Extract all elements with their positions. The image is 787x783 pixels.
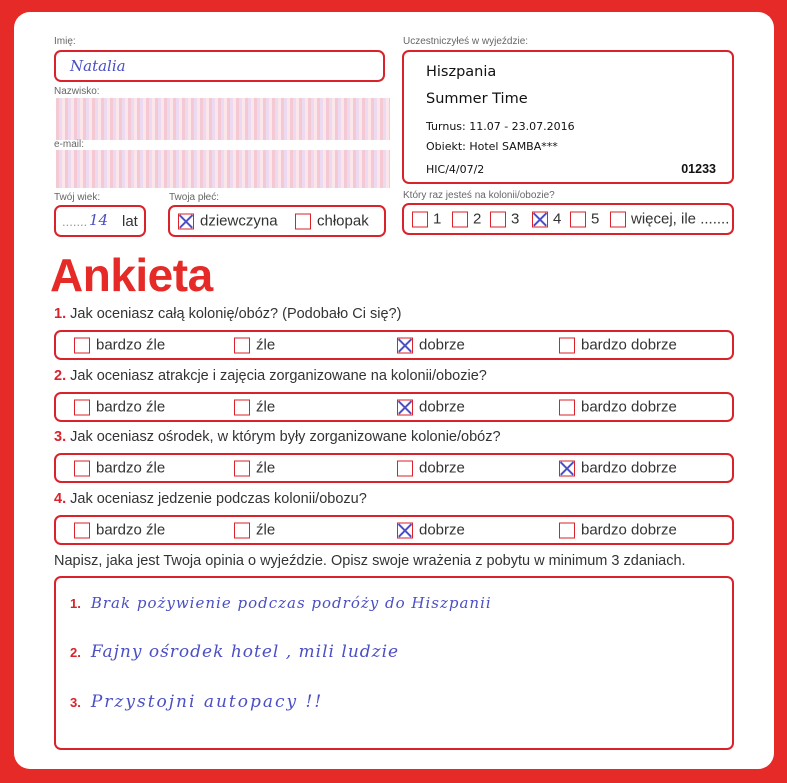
opinion-line-number: 3.: [70, 694, 81, 710]
ktory-option-label: więcej, ile .......: [631, 210, 730, 228]
checkbox-checked-icon[interactable]: [397, 337, 413, 353]
question-number: 2.: [54, 368, 67, 384]
rating-label: bardzo źle: [96, 459, 166, 477]
checkbox-icon[interactable]: [74, 399, 90, 415]
plec-label: Twoja płeć:: [169, 192, 220, 203]
checkbox-icon[interactable]: [559, 522, 575, 538]
checkbox-icon[interactable]: [234, 460, 250, 476]
opinion-line-number: 2.: [70, 644, 81, 660]
checkbox-icon[interactable]: [74, 337, 90, 353]
checkbox-icon[interactable]: [234, 337, 250, 353]
rating-dobrze[interactable]: [397, 460, 465, 477]
plec-option-label: dziewczyna: [200, 212, 278, 230]
plec-option-dziewczyna[interactable]: [178, 213, 278, 230]
rating-label: dobrze: [419, 459, 465, 477]
rating-zle[interactable]: [234, 460, 275, 477]
question-3: [54, 429, 501, 445]
checkbox-checked-icon[interactable]: [397, 399, 413, 415]
trip-number: 01233: [681, 162, 716, 176]
rating-zle[interactable]: [234, 522, 275, 539]
rating-bardzo-zle[interactable]: [74, 337, 165, 354]
trip-code: HIC/4/07/2: [426, 163, 485, 176]
imie-label: Imię:: [54, 36, 76, 47]
opinion-prompt: Napisz, jaka jest Twoja opinia o wyjeździe. Opisz swoje wrażenia z pobytu w minimum 3 zdaniach.: [54, 553, 686, 569]
survey-card: [14, 12, 774, 769]
ktory-label: Który raz jesteś na kolonii/obozie?: [403, 190, 555, 201]
email-redacted: [56, 150, 390, 188]
ktory-option-1[interactable]: [412, 211, 441, 228]
question-1: [54, 306, 401, 322]
ktory-option-label: 1: [433, 210, 442, 228]
page-title: Ankieta: [50, 249, 213, 301]
opinion-line-text: Przystojni autopacy !!: [90, 692, 324, 712]
checkbox-checked-icon[interactable]: [178, 213, 194, 229]
wiek-field[interactable]: [54, 205, 146, 237]
trip-name: Summer Time: [426, 91, 528, 107]
rating-label: źle: [256, 459, 276, 477]
rating-bardzo-dobrze[interactable]: [559, 337, 677, 354]
rating-label: źle: [256, 336, 276, 354]
checkbox-icon[interactable]: [74, 522, 90, 538]
checkbox-icon[interactable]: [234, 522, 250, 538]
ktory-option-3[interactable]: [490, 211, 519, 228]
imie-field[interactable]: [54, 50, 385, 82]
question-2: [54, 368, 487, 384]
email-label: e-mail:: [54, 139, 85, 150]
opinion-line-number: 1.: [70, 595, 81, 611]
rating-dobrze[interactable]: [397, 337, 465, 354]
rating-label: bardzo dobrze: [581, 459, 677, 477]
trip-country: Hiszpania: [426, 64, 497, 80]
rating-label: bardzo źle: [96, 336, 166, 354]
trip-info-box: [402, 50, 734, 184]
rating-bardzo-dobrze[interactable]: [559, 460, 677, 477]
checkbox-icon[interactable]: [570, 211, 586, 227]
ktory-option-2[interactable]: [452, 211, 481, 228]
ktory-option-4[interactable]: [532, 211, 561, 228]
plec-field: [168, 205, 386, 237]
rating-row-4: [54, 515, 734, 545]
checkbox-icon[interactable]: [490, 211, 506, 227]
opinion-line-text: Fajny ośrodek hotel , mili ludzie: [90, 642, 400, 662]
wiek-label: Twój wiek:: [54, 192, 101, 203]
question-text: Jak oceniasz atrakcje i zajęcia zorganizowane na kolonii/obozie?: [70, 368, 487, 384]
ktory-option-label: 4: [553, 210, 562, 228]
checkbox-icon[interactable]: [412, 211, 428, 227]
rating-row-1: [54, 330, 734, 360]
ktory-field: [402, 203, 734, 235]
ktory-option-wiecej[interactable]: [610, 211, 729, 228]
rating-label: dobrze: [419, 336, 465, 354]
question-text: Jak oceniasz jedzenie podczas kolonii/obozu?: [70, 491, 367, 507]
checkbox-icon[interactable]: [295, 213, 311, 229]
opinion-line-3: [70, 692, 323, 712]
rating-label: bardzo dobrze: [581, 336, 677, 354]
question-number: 3.: [54, 429, 67, 445]
trip-turnus: Turnus: 11.07 - 23.07.2016: [426, 120, 575, 133]
ktory-option-5[interactable]: [570, 211, 599, 228]
checkbox-icon[interactable]: [559, 399, 575, 415]
checkbox-checked-icon[interactable]: [559, 460, 575, 476]
rating-bardzo-zle[interactable]: [74, 460, 165, 477]
opinion-line-text: Brak pożywienie podczas podróży do Hiszpanii: [90, 594, 492, 612]
checkbox-icon[interactable]: [610, 211, 626, 227]
checkbox-icon[interactable]: [74, 460, 90, 476]
wiek-value: 14: [89, 211, 109, 229]
rating-dobrze[interactable]: [397, 399, 465, 416]
rating-dobrze[interactable]: [397, 522, 465, 539]
rating-zle[interactable]: [234, 399, 275, 416]
rating-label: bardzo dobrze: [581, 398, 677, 416]
rating-row-2: [54, 392, 734, 422]
rating-bardzo-zle[interactable]: [74, 399, 165, 416]
ktory-option-label: 5: [591, 210, 600, 228]
rating-bardzo-dobrze[interactable]: [559, 522, 677, 539]
checkbox-checked-icon[interactable]: [532, 211, 548, 227]
rating-label: bardzo dobrze: [581, 521, 677, 539]
opinion-textarea[interactable]: [54, 576, 734, 750]
wiek-unit: lat: [122, 213, 138, 230]
rating-label: bardzo źle: [96, 398, 166, 416]
checkbox-icon[interactable]: [234, 399, 250, 415]
rating-bardzo-zle[interactable]: [74, 522, 165, 539]
nazwisko-redacted: [56, 98, 390, 140]
rating-label: źle: [256, 398, 276, 416]
nazwisko-label: Nazwisko:: [54, 86, 100, 97]
question-number: 4.: [54, 491, 67, 507]
checkbox-checked-icon[interactable]: [397, 522, 413, 538]
rating-label: źle: [256, 521, 276, 539]
imie-value: Natalia: [70, 57, 126, 75]
checkbox-icon[interactable]: [452, 211, 468, 227]
ktory-option-label: 2: [473, 210, 482, 228]
rating-label: dobrze: [419, 398, 465, 416]
wiek-dots: .......: [62, 214, 88, 229]
question-text: Jak oceniasz całą kolonię/obóz? (Podobało Ci się?): [70, 306, 402, 322]
rating-row-3: [54, 453, 734, 483]
plec-option-chlopak[interactable]: [295, 213, 369, 230]
checkbox-icon[interactable]: [559, 337, 575, 353]
rating-zle[interactable]: [234, 337, 275, 354]
checkbox-icon[interactable]: [397, 460, 413, 476]
rating-label: bardzo źle: [96, 521, 166, 539]
opinion-line-1: [70, 594, 492, 612]
question-number: 1.: [54, 306, 67, 322]
trip-label: Uczestniczyłeś w wyjeździe:: [403, 36, 529, 47]
ktory-option-label: 3: [511, 210, 520, 228]
trip-obiekt: Obiekt: Hotel SAMBA***: [426, 140, 558, 153]
rating-bardzo-dobrze[interactable]: [559, 399, 677, 416]
question-4: [54, 491, 367, 507]
plec-option-label: chłopak: [317, 212, 369, 230]
rating-label: dobrze: [419, 521, 465, 539]
opinion-line-2: [70, 642, 399, 662]
question-text: Jak oceniasz ośrodek, w którym były zorganizowane kolonie/obóz?: [70, 429, 501, 445]
